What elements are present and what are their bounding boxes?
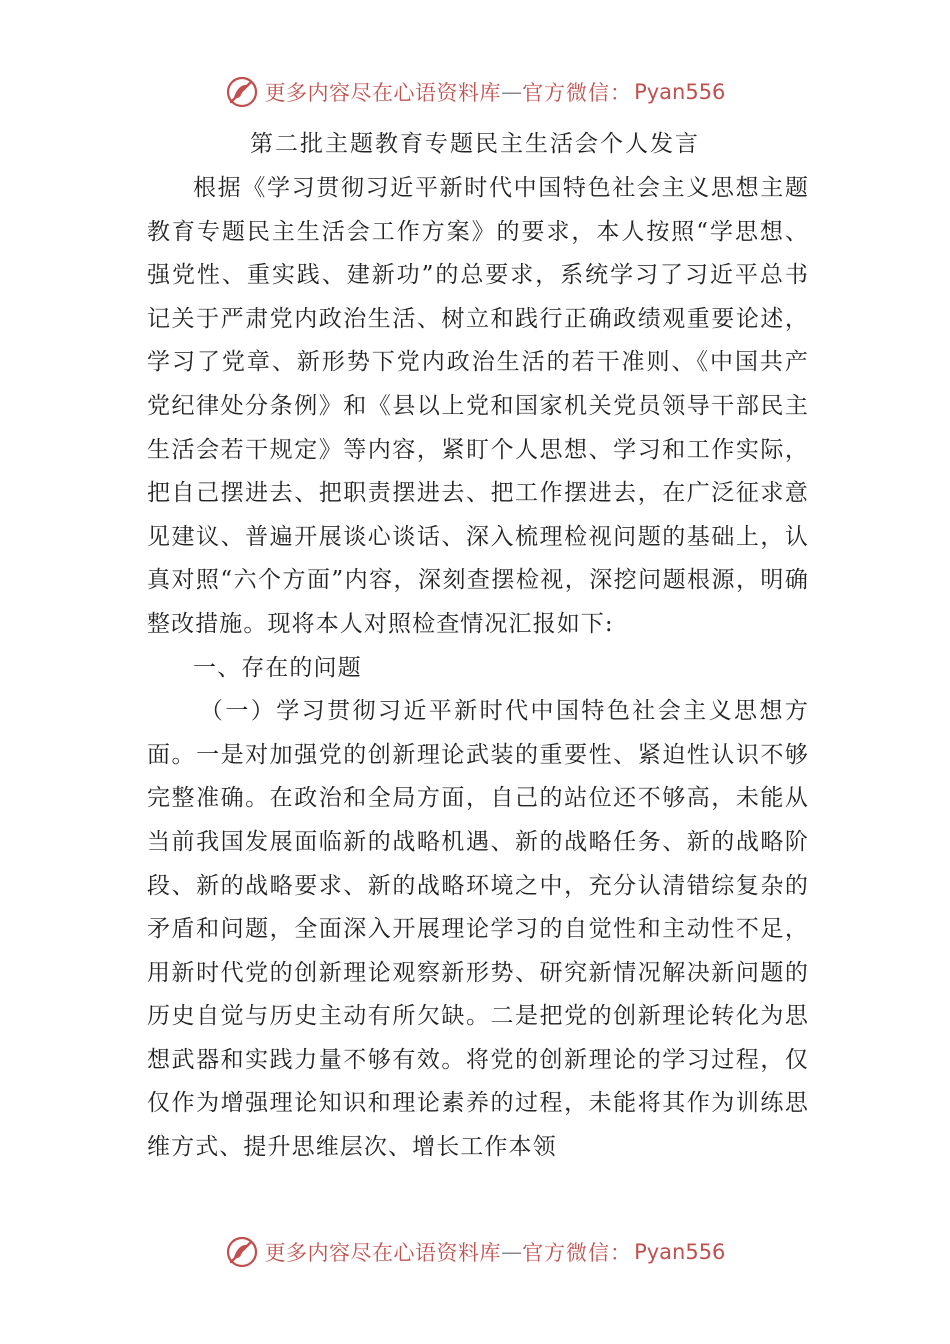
banner-wechat-id: Pyan556	[634, 80, 726, 104]
document-body	[147, 167, 809, 1170]
paragraph-subsection-1: （一）学习贯彻习近平新时代中国特色社会主义思想方面。一是对加强党的创新理论武装的重要性、紧迫性认识不够完整准确。在政治和全局方面，自己的站位还不够高，未能从当前我国发展面临新的战略机遇、新的战略任务、新的战略阶段、新的战略要求、新的战略环境之中，充分认清错综复杂的矛盾和问题，全面深入开展理论学习的自觉性和主动性不足，用新时代党的创新理论观察新形势、研究新情况解决新问题的历史自觉与历史主动有所欠缺。二是把党的创新理论转化为思想武器和实践力量不够有效。将党的创新理论的学习过程，仅仅作为增强理论知识和理论素养的过程，未能将其作为训练思维方式、提升思维层次、增长工作本领	[147, 698, 809, 1161]
logo-icon	[225, 75, 259, 109]
logo-icon	[225, 1235, 259, 1269]
document-title: 第二批主题教育专题民主生活会个人发言	[250, 131, 700, 157]
paragraph-intro: 根据《学习贯彻习近平新时代中国特色社会主义思想主题教育专题民主生活会工作方案》的要求，本人按照“学思想、强党性、重实践、建新功”的总要求，系统学习了习近平总书记关于严肃党内政治生活、树立和践行正确政绩观重要论述，学习了党章、新形势下党内政治生活的若干准则、《中国共产党纪律处分条例》和《县以上党和国家机关党员领导干部民主生活会若干规定》等内容，紧盯个人思想、学习和工作实际，把自己摆进去、把职责摆进去、把工作摆进去，在广泛征求意见建议、普遍开展谈心谈话、深入梳理检视问题的基础上，认真对照“六个方面”内容，深刻查摆检视，深挖问题根源，明确整改措施。现将本人对照检查情况汇报如下:	[147, 175, 809, 637]
banner-wechat-label: 官方微信：	[522, 81, 633, 105]
banner-dash: —	[501, 80, 523, 104]
banner-main-text: 更多内容尽在心语资料库	[264, 81, 502, 105]
banner-main-text: 更多内容尽在心语资料库	[264, 1241, 502, 1265]
banner-wechat-label: 官方微信：	[522, 1241, 633, 1265]
section-heading-problems: 一、存在的问题	[193, 654, 362, 681]
footer-watermark-banner	[0, 1232, 950, 1272]
banner-dash: —	[501, 1240, 523, 1264]
header-watermark-banner	[0, 72, 950, 112]
banner-wechat-id: Pyan556	[634, 1240, 726, 1264]
